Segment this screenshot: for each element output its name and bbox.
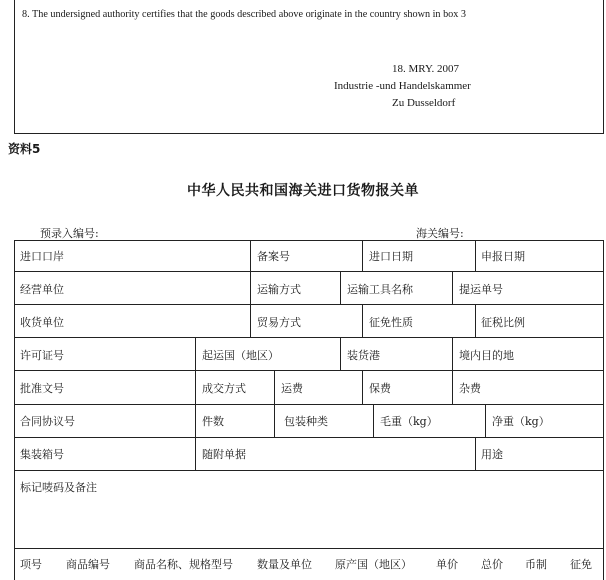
field-import-date: 进口日期: [369, 250, 413, 263]
field-misc-fees: 杂费: [459, 382, 481, 395]
goods-col-commodity-code: 商品编号: [66, 558, 110, 571]
field-net-weight: 净重（kg）: [492, 415, 550, 428]
field-tax-ratio: 征税比例: [481, 316, 525, 329]
field-origin-country: 起运国（地区）: [202, 349, 279, 362]
field-import-port: 进口口岸: [20, 250, 64, 263]
field-vehicle-name: 运输工具名称: [347, 283, 413, 296]
field-package-count: 件数: [202, 415, 224, 428]
field-record-number: 备案号: [257, 250, 290, 263]
pre-entry-number-label: 预录入编号:: [40, 227, 99, 240]
goods-col-exemption: 征免: [570, 558, 592, 571]
field-consignee: 收货单位: [20, 316, 64, 329]
goods-col-item-number: 项号: [20, 558, 42, 571]
field-transport-mode: 运输方式: [257, 283, 301, 296]
field-license-number: 许可证号: [20, 349, 64, 362]
field-transaction-mode: 成交方式: [202, 382, 246, 395]
field-freight: 运费: [281, 382, 303, 395]
field-bill-of-lading: 提运单号: [459, 283, 503, 296]
certificate-box-8: [14, 0, 604, 134]
field-usage: 用途: [481, 448, 503, 461]
field-package-type: 包装种类: [284, 415, 328, 428]
field-domestic-destination: 境内目的地: [459, 349, 514, 362]
goods-col-quantity-unit: 数量及单位: [257, 558, 312, 571]
box8-statement: 8. The undersigned authority certifies that the goods described above originate in the country shown in box 3: [22, 9, 466, 20]
field-trade-mode: 贸易方式: [257, 316, 301, 329]
section-label: 资料5: [8, 142, 41, 156]
goods-col-unit-price: 单价: [436, 558, 458, 571]
field-attached-documents: 随附单据: [202, 448, 246, 461]
field-marks-and-remarks: 标记唛码及备注: [20, 481, 97, 494]
field-contract-number: 合同协议号: [20, 415, 75, 428]
field-insurance: 保费: [369, 382, 391, 395]
goods-col-name-spec: 商品名称、规格型号: [134, 558, 233, 571]
field-gross-weight: 毛重（kg）: [380, 415, 438, 428]
field-container-number: 集装箱号: [20, 448, 64, 461]
customs-number-label: 海关编号:: [416, 227, 464, 240]
field-loading-port: 装货港: [347, 349, 380, 362]
certification-date: 18. MRY. 2007: [392, 63, 460, 75]
field-operating-unit: 经营单位: [20, 283, 64, 296]
form-title: 中华人民共和国海关进口货物报关单: [187, 183, 419, 199]
field-exemption-nature: 征免性质: [369, 316, 413, 329]
field-approval-number: 批准文号: [20, 382, 64, 395]
goods-col-currency: 币制: [525, 558, 547, 571]
field-declaration-date: 申报日期: [481, 250, 525, 263]
authority-name: Industrie -und Handelskammer: [334, 80, 471, 92]
goods-col-origin-country: 原产国（地区）: [335, 558, 412, 571]
authority-location: Zu Dusseldorf: [392, 97, 456, 109]
declaration-table: [14, 240, 604, 580]
goods-col-total-price: 总价: [481, 558, 503, 571]
